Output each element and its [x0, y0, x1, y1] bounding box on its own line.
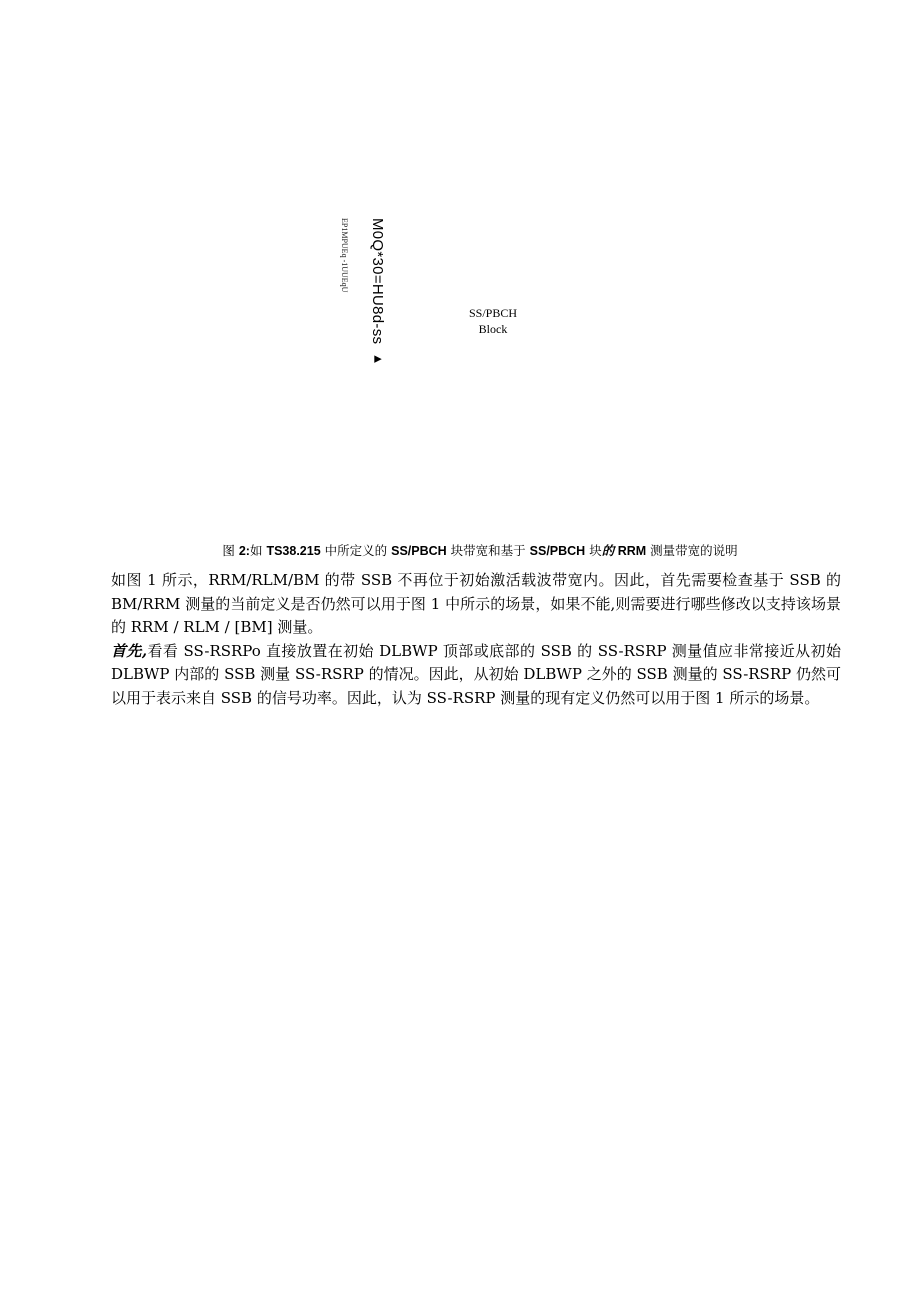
paragraph-2 [111, 640, 841, 711]
caption-part: SS/PBCH [391, 544, 447, 558]
paragraph-1: 如图 1 所示，RRM/RLM/BM 的带 SSB 不再位于初始激活载波带宽内。因此，首先需要检查基于 SSB 的 BM/RRM 测量的当前定义是否仍然可以用于图 1 中所示的场景，如果不能,则需要进行哪些修改以支持该场景的 RRM / RLM / [BM] 测量。 [111, 571, 841, 636]
ssb-block-label [448, 305, 538, 337]
figure [0, 0, 920, 530]
caption-part: 中所定义的 [320, 543, 392, 558]
caption-part: 块 [585, 543, 602, 558]
ssb-block-label-line1: SS/PBCH [468, 306, 518, 320]
caption-part: 测量带宽的说明 [646, 543, 738, 558]
caption-part: 图 [222, 543, 239, 558]
body-text [111, 569, 841, 710]
caption-part: 块带宽和基于 [446, 543, 530, 558]
caption-part: SS/PBCH [529, 544, 586, 558]
ssb-block-label-line2: Block [478, 322, 508, 336]
figure-vertical-label: M0Q*30=HU8d-ss ▸ [369, 218, 386, 368]
caption-part: 2: [238, 544, 250, 558]
caption-part: 的 [601, 543, 615, 558]
caption-part: 如 [249, 543, 267, 558]
figure-caption [100, 541, 860, 559]
figure-vertical-sublabel: EP1MPUEq -1UUEqU [340, 218, 349, 293]
caption-part: TS38.215 [266, 544, 321, 558]
paragraph-2-lead: 首先, [111, 641, 148, 660]
paragraph-2-text: 看看 SS-RSRPo 直接放置在初始 DLBWP 顶部或底部的 SSB 的 SS-RSRP 测量值应非常接近从初始 DLBWP 内部的 SSB 测量 SS-RSRP 的情况。因此，从初始 DLBWP 之外的 SSB 测量的 SS-RSRP 仍然可以用于表示来自 SSB 的信号功率。因此，认为 SS-RSRP 测量的现有定义仍然可以用于图 1 所示的场景。 [111, 641, 841, 707]
caption-part: RRM [614, 544, 647, 558]
